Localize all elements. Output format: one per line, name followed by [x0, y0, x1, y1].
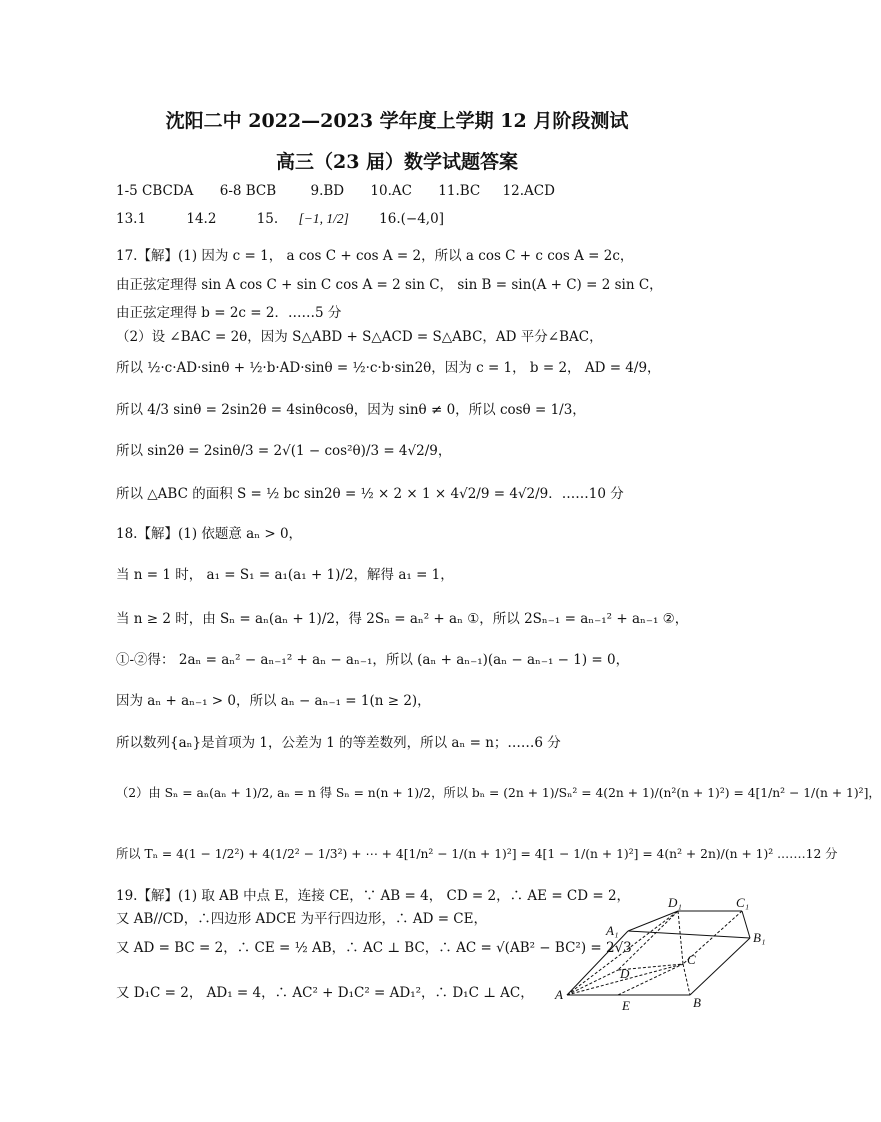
- q17-line-8: 所以 △ABC 的面积 S = ½ bc sin2θ = ½ × 2 × 1 × 4√2/9 = 4√2/9．……10 分: [116, 486, 624, 502]
- q18-line-7: （2）由 Sₙ = aₙ(aₙ + 1)/2, aₙ = n 得 Sₙ = n(n + 1)/2，所以 bₙ = (2n + 1)/Sₙ² = 4(2n + 1)/(n²(n + 1)²) = 4[1/n² − 1/(n + 1)²]，: [116, 786, 881, 800]
- q18-line-8: 所以 Tₙ = 4(1 − 1/2²) + 4(1/2² − 1/3²) + ⋯ + 4[1/n² − 1/(n + 1)²] = 4[1 − 1/(n + 1)²] = 4(n² + 2n)/(n + 1)² .……12 分: [116, 847, 838, 861]
- answer-row-1: [116, 183, 555, 199]
- q18-line-4: ①-②得： 2aₙ = aₙ² − aₙ₋₁² + aₙ − aₙ₋₁，所以 (aₙ + aₙ₋₁)(aₙ − aₙ₋₁ − 1) = 0，: [116, 652, 630, 668]
- q19-line-4: 又 D₁C = 2， AD₁ = 4，∴ AC² + D₁C² = AD₁²，∴ D₁C ⊥ AC，: [116, 985, 534, 1001]
- answer-mc-6-8: 6-8 BCB: [219, 183, 277, 199]
- q18-line-2: 当 n = 1 时， a₁ = S₁ = a₁(a₁ + 1)/2，解得 a₁ = 1，: [116, 567, 454, 583]
- label-C1: C₁: [736, 895, 750, 910]
- q19-line-2: 又 AB//CD，∴四边形 ADCE 为平行四边形，∴ AD = CE，: [116, 911, 487, 927]
- answer-mc-1-5: 1-5 CBCDA: [116, 183, 194, 199]
- label-B1: B₁: [753, 930, 766, 945]
- q18-line-6: 所以数列{aₙ}是首项为 1，公差为 1 的等差数列，所以 aₙ = n；……6 分: [116, 735, 561, 751]
- answer-10: 10.AC: [370, 183, 412, 199]
- q17-line-7: 所以 sin2θ = 2sinθ/3 = 2√(1 − cos²θ)/3 = 4√2/9，: [116, 443, 452, 459]
- q19-line-1: 19.【解】(1) 取 AB 中点 E，连接 CE，∵ AB = 4， CD = 2，∴ AE = CD = 2，: [116, 888, 631, 904]
- q17-line-2: 由正弦定理得 sin A cos C + sin C cos A = 2 sin C， sin B = sin(A + C) = 2 sin C，: [116, 277, 663, 293]
- q17-line-3: 由正弦定理得 b = 2c = 2．……5 分: [116, 305, 342, 321]
- q17-line-5: 所以 ½·c·AD·sinθ + ½·b·AD·sinθ = ½·c·b·sin2θ，因为 c = 1， b = 2， AD = 4/9，: [116, 360, 661, 376]
- answer-11: 11.BC: [438, 183, 481, 199]
- answer-row-2: [116, 211, 444, 227]
- answer-14: 14.2: [186, 211, 217, 227]
- q19-line-3: 又 AD = BC = 2，∴ CE = ½ AB，∴ AC ⊥ BC，∴ AC = √(AB² − BC²) = 2√3: [116, 940, 632, 956]
- answer-16: 16.(−4,0]: [379, 211, 444, 227]
- q17-line-6: 所以 4/3 sinθ = 2sin2θ = 4sinθcosθ，因为 sinθ ≠ 0，所以 cosθ = 1/3，: [116, 402, 586, 418]
- label-C: C: [687, 952, 696, 967]
- answer-15-value: [−1, 1/2]: [298, 211, 349, 226]
- label-D1: D₁: [668, 895, 682, 910]
- answer-12: 12.ACD: [502, 183, 555, 199]
- answer-9: 9.BD: [310, 183, 345, 199]
- q17-line-4: （2）设 ∠BAC = 2θ，因为 S△ABD + S△ACD = S△ABC，AD 平分∠BAC，: [116, 329, 603, 345]
- q18-line-3: 当 n ≥ 2 时，由 Sₙ = aₙ(aₙ + 1)/2，得 2Sₙ = aₙ² + aₙ ①，所以 2Sₙ₋₁ = aₙ₋₁² + aₙ₋₁ ②，: [116, 611, 689, 627]
- q17-line-1: 17.【解】(1) 因为 c = 1， a cos C + cos A = 2，所以 a cos C + c cos A = 2c，: [116, 248, 634, 264]
- answer-15: 15.: [256, 211, 279, 227]
- page-title: 沈阳二中 2022—2023 学年度上学期 12 月阶段测试: [165, 110, 629, 132]
- q18-line-1: 18.【解】(1) 依题意 aₙ > 0，: [116, 526, 303, 542]
- prism-figure: [550, 895, 780, 1015]
- label-D: D: [620, 966, 630, 981]
- label-A1: A₁: [606, 923, 619, 938]
- q18-line-5: 因为 aₙ + aₙ₋₁ > 0，所以 aₙ − aₙ₋₁ = 1(n ≥ 2)，: [116, 693, 431, 709]
- page-subtitle: 高三（23 届）数学试题答案: [275, 151, 519, 173]
- label-E: E: [622, 998, 630, 1013]
- answer-13: 13.1: [116, 211, 147, 227]
- label-B: B: [693, 995, 701, 1010]
- label-A: A: [555, 987, 563, 1002]
